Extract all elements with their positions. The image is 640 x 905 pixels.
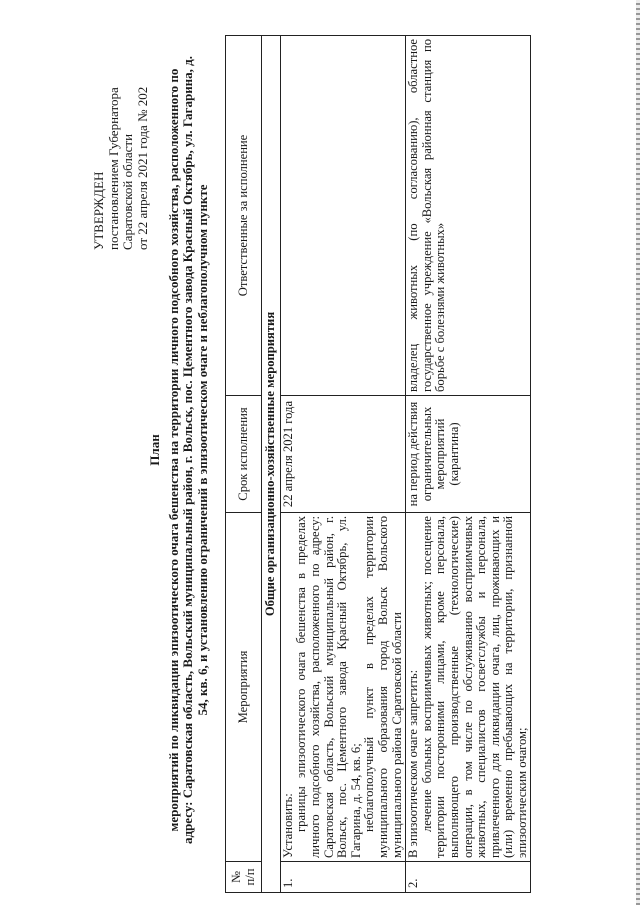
row-paragraph: неблагополучный пункт в пределах территории муниципального образования город Вольск Вольского муниципального района Саратовской области (362, 516, 404, 858)
row-lead: В эпизоотическом очаге запретить: (406, 669, 421, 858)
header-num: № п/п (226, 862, 262, 893)
row-responsible: владелец животных (по согласованию), областное государственное учреждение «Вольская районная станция по борьбе с болезнями животных» (406, 36, 531, 396)
header-responsible: Ответственные за исполнение (226, 36, 262, 396)
row-deadline: 22 апреля 2021 года (280, 396, 405, 513)
section-row (262, 36, 281, 893)
row-measures (406, 513, 531, 862)
approval-line-1: постановлением Губернатора (105, 87, 121, 250)
row-deadline: на период действия ограничительных мероприятий (карантина) (406, 396, 531, 513)
table-header-row (226, 36, 262, 893)
approval-line-2: Саратовской области (120, 133, 136, 250)
plan-title: План (147, 434, 162, 466)
row-num: 2. (406, 862, 531, 893)
row-num: 1. (280, 862, 405, 893)
plan-heading (148, 55, 210, 845)
table-row (406, 36, 531, 893)
header-deadline: Срок исполнения (226, 396, 262, 513)
measures-table-wrap (225, 36, 531, 893)
approval-stamp (92, 0, 150, 250)
table-row (280, 36, 405, 893)
row-responsible (280, 36, 405, 396)
scan-edge (636, 0, 640, 905)
section-title: Общие организационно-хозяйственные мероприятия (262, 36, 281, 893)
approval-line-3: от 22 апреля 2021 года № 202 (134, 86, 150, 250)
row-lead: Установить: (280, 793, 295, 858)
row-paragraph: лечение больных восприимчивых животных; посещение территории посторонними лицами, кроме персонала, выполняющего производственные (технологические) операции, в том числе по обслуживанию восприимчивых животных, специалистов госветслужбы и персонала, привлеченного для ликвидации очага, лиц, проживающих и (или) временно пребывающих на территории, признанной эпизоотическим очагом; (419, 516, 529, 858)
approval-title: УТВЕРЖДЕН (91, 171, 106, 250)
measures-table (225, 35, 531, 893)
plan-subtitle: мероприятий по ликвидации эпизоотического очага бешенства на территории личного подсобного хозяйства, расположенного по адресу: Саратовская область, Вольский муниципальный район, г. Вольск, пос. Цементного завода Красный Октябрь, ул. Гагарина, д. 54, кв. 6, и установлению ограничений в эпизоотическом очаге и неблагополучном пункте (165, 56, 210, 845)
header-measures: Мероприятия (226, 513, 262, 862)
row-measures (280, 513, 405, 862)
row-paragraph: границы эпизоотического очага бешенства в пределах личного подсобного хозяйства, расположенного по адресу: Саратовская область, Вольский муниципальный район, г. Вольск, пос. Цементного завода Красный Октябрь, ул. Гагарина, д. 54, кв. 6; (294, 516, 363, 858)
